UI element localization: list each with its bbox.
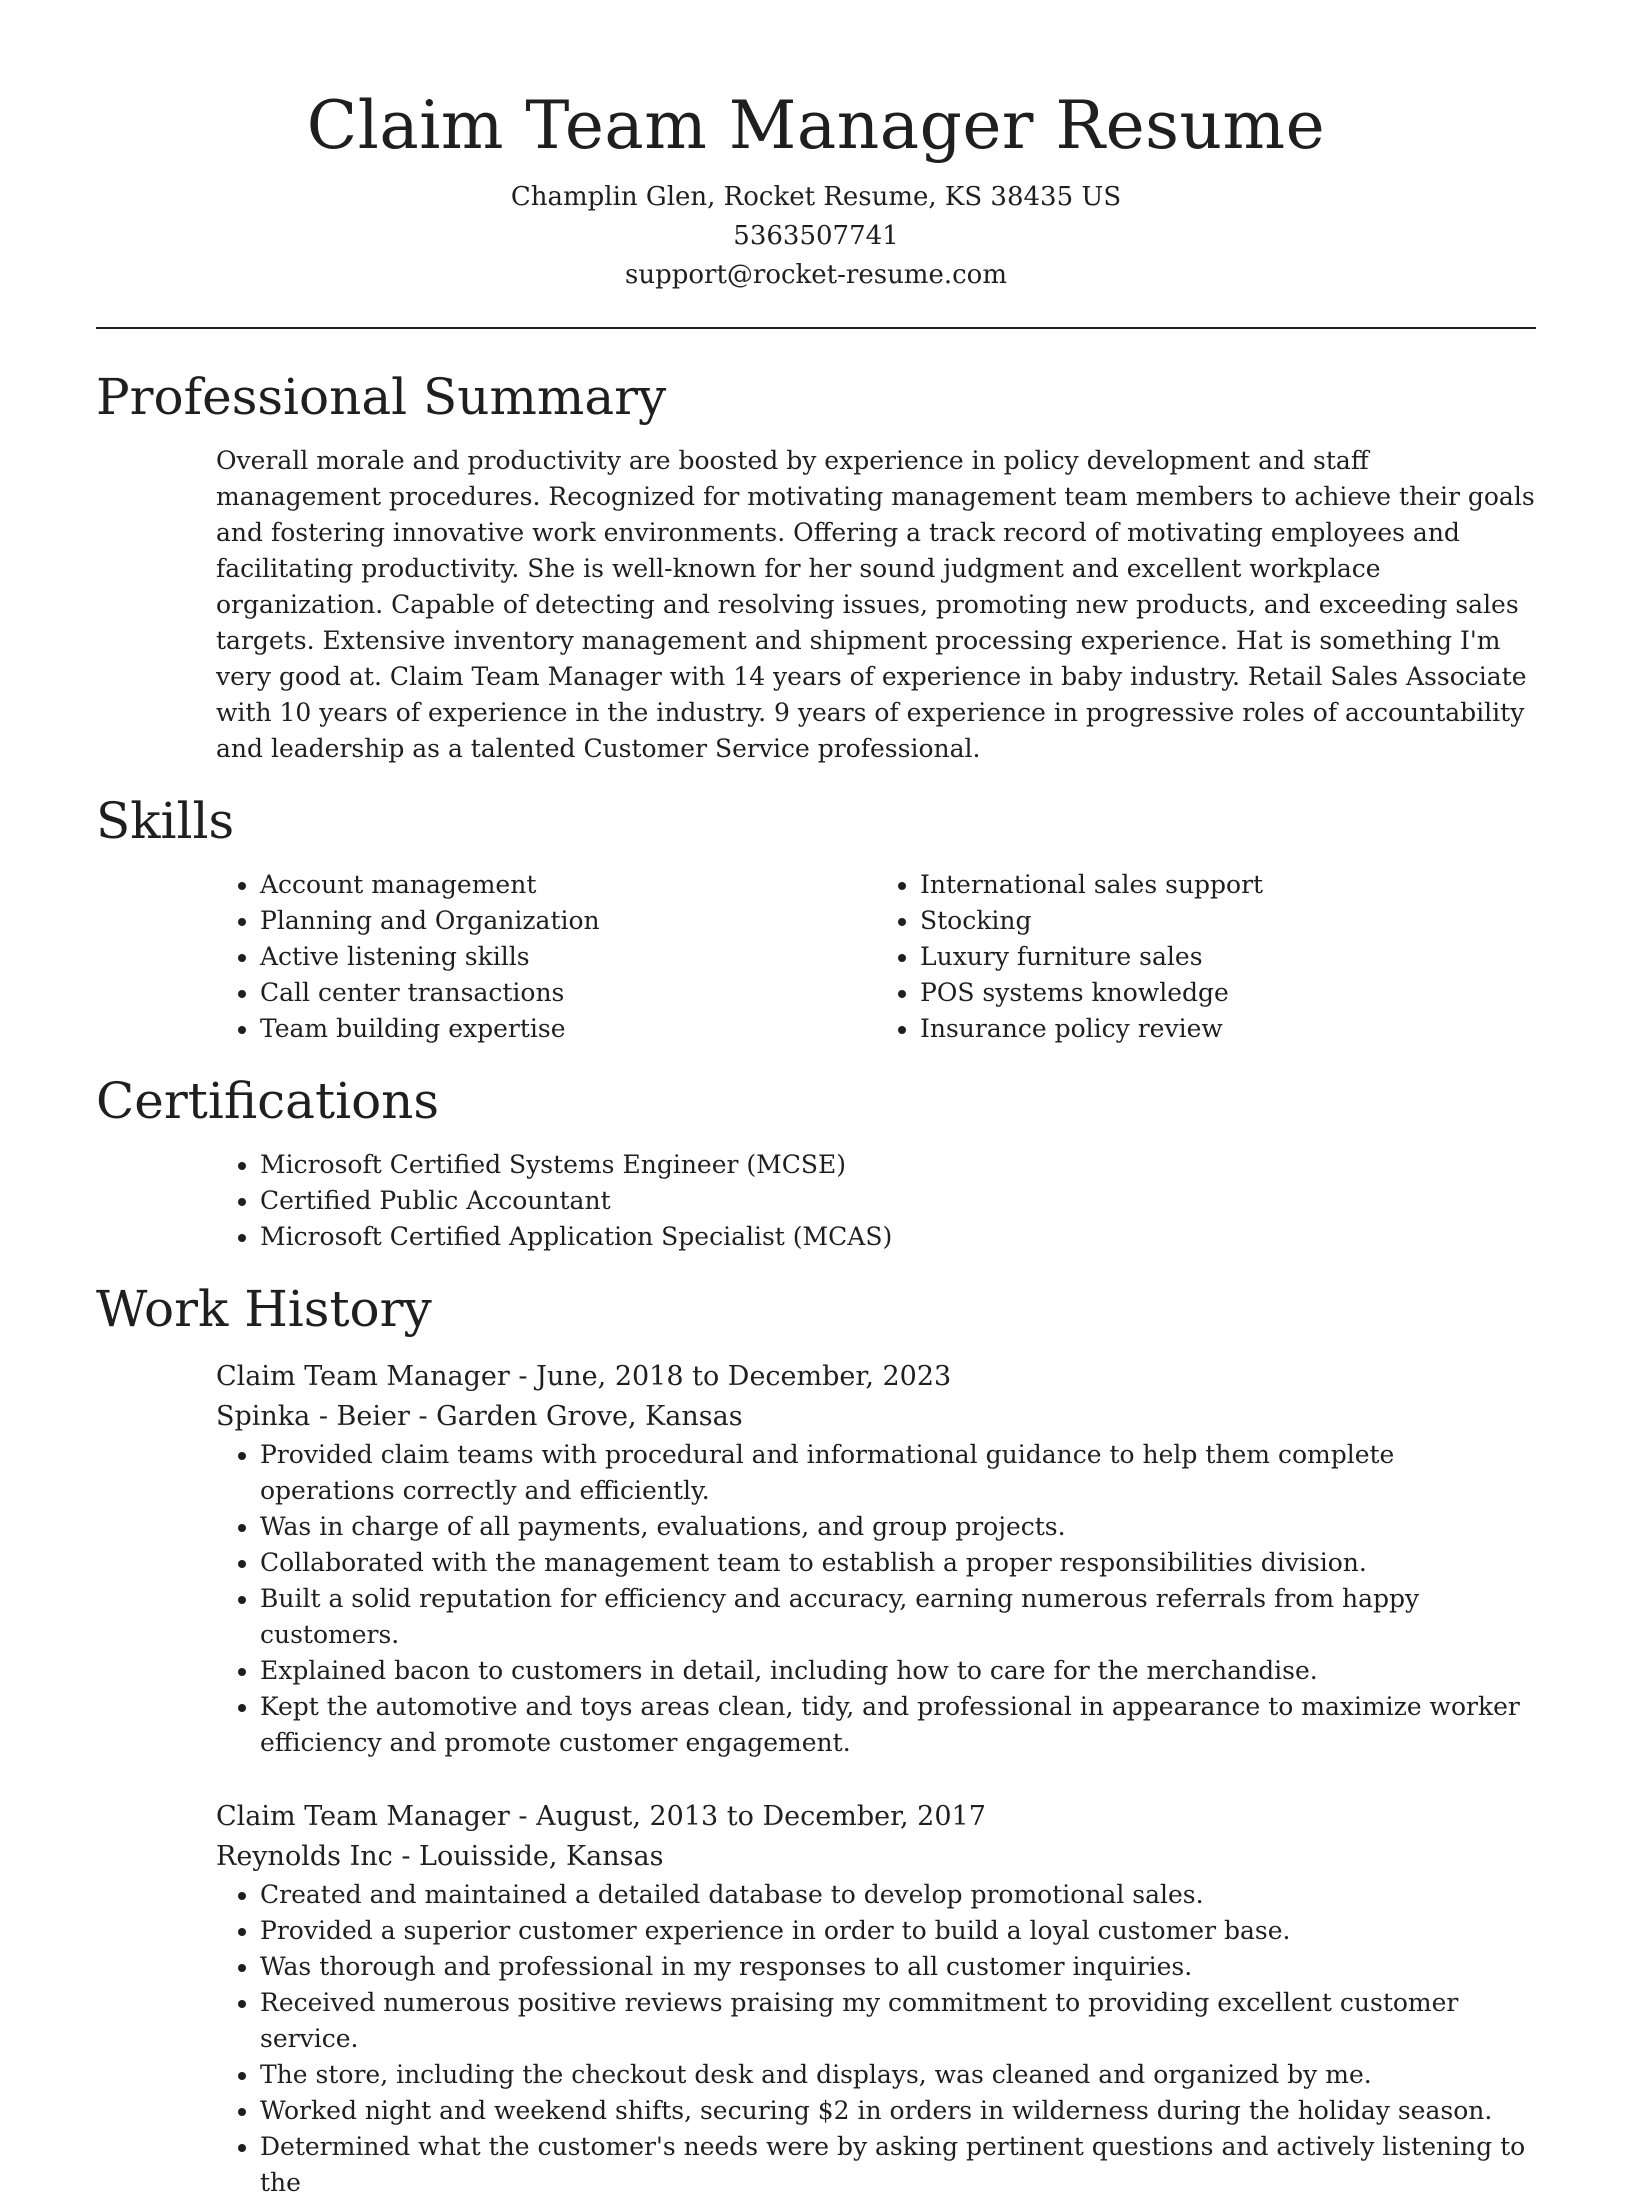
skill-item: • Luxury furniture sales: [920, 939, 1536, 975]
resume-title: Claim Team Manager Resume: [306, 87, 1326, 164]
skills-list-left: [216, 867, 876, 1047]
job-duty-item: • Collaborated with the management team to establish a proper responsibilities division.: [260, 1545, 1536, 1581]
skills-grid: [216, 867, 1536, 1047]
job-duty-item: • Built a solid reputation for efficiency and accuracy, earning numerous referrals from happy customers.: [260, 1581, 1536, 1653]
job-duty-item: • Received numerous positive reviews praising my commitment to providing excellent customer service.: [260, 1985, 1536, 2057]
job-duty-item: • Determined what the customer's needs were by asking pertinent questions and actively listening to the: [260, 2129, 1536, 2201]
job-company: Spinka - Beier - Garden Grove, Kansas: [216, 1401, 743, 1432]
job-duty-item: • Provided claim teams with procedural and informational guidance to help them complete operations correctly and efficiently.: [260, 1437, 1536, 1509]
job-title: Claim Team Manager - August, 2013 to December, 2017: [216, 1801, 986, 1832]
certifications-heading: Certifications: [96, 1072, 440, 1130]
certification-item: • Certified Public Accountant: [260, 1183, 1536, 1219]
skill-item: • Insurance policy review: [920, 1011, 1536, 1047]
email-address: support@rocket-resume.com: [624, 260, 1007, 290]
job-duty-item: • The store, including the checkout desk and displays, was cleaned and organized by me.: [260, 2057, 1536, 2093]
skills-list-right: [876, 867, 1536, 1047]
job-duty-item: • Kept the automotive and toys areas clean, tidy, and professional in appearance to maximize worker efficiency and promote customer engagement.: [260, 1689, 1536, 1761]
certification-item: • Microsoft Certified Application Specialist (MCAS): [260, 1219, 1536, 1255]
skills-heading: Skills: [96, 792, 235, 850]
job-duty-item: • Worked night and weekend shifts, securing $2 in orders in wilderness during the holiday season.: [260, 2093, 1536, 2129]
summary-text: Overall morale and productivity are boosted by experience in policy development and staff management procedures. Recognized for motivating management team members to achieve their goals and fostering innovative work environments. Offering a track record of motivating employees and facilitating productivity. She is well-known for her sound judgment and excellent workplace organization. Capable of detecting and resolving issues, promoting new products, and exceeding sales targets. Extensive inventory management and shipment processing experience. Hat is something I'm very good at. Claim Team Manager with 14 years of experience in baby industry. Retail Sales Associate with 10 years of experience in the industry. 9 years of experience in progressive roles of accountability and leadership as a talented Customer Service professional.: [216, 446, 1535, 763]
certification-item: • Microsoft Certified Systems Engineer (MCSE): [260, 1147, 1536, 1183]
job-duties: [216, 1437, 1536, 1761]
phone-number: 5363507741: [733, 221, 899, 251]
job-title: Claim Team Manager - June, 2018 to December, 2023: [216, 1361, 952, 1392]
job-duty-item: • Explained bacon to customers in detail, including how to care for the merchandise.: [260, 1653, 1536, 1689]
skill-item: • Account management: [260, 867, 876, 903]
job-duty-item: • Created and maintained a detailed database to develop promotional sales.: [260, 1877, 1536, 1913]
contact-info: [96, 178, 1536, 295]
header-divider: [96, 327, 1536, 329]
resume-page: [96, 0, 1536, 2201]
skill-item: • POS systems knowledge: [920, 975, 1536, 1011]
job-entry: [216, 1797, 1536, 2201]
skill-item: • Planning and Organization: [260, 903, 876, 939]
job-company: Reynolds Inc - Louisside, Kansas: [216, 1841, 664, 1872]
skill-item: • Stocking: [920, 903, 1536, 939]
summary-heading: Professional Summary: [96, 368, 667, 426]
job-duty-item: • Provided a superior customer experience in order to build a loyal customer base.: [260, 1913, 1536, 1949]
job-duty-item: • Was thorough and professional in my responses to all customer inquiries.: [260, 1949, 1536, 1985]
skill-item: • Active listening skills: [260, 939, 876, 975]
certifications-section: [216, 1147, 1536, 1255]
work-history-heading: Work History: [96, 1280, 432, 1338]
job-duty-item: • Was in charge of all payments, evaluations, and group projects.: [260, 1509, 1536, 1545]
resume-header: [96, 0, 1536, 295]
job-entry: [216, 1357, 1536, 1761]
job-duties: [216, 1877, 1536, 2201]
certifications-list: [216, 1147, 1536, 1255]
address: Champlin Glen, Rocket Resume, KS 38435 US: [510, 182, 1122, 212]
skill-item: • Team building expertise: [260, 1011, 876, 1047]
skill-item: • International sales support: [920, 867, 1536, 903]
skill-item: • Call center transactions: [260, 975, 876, 1011]
